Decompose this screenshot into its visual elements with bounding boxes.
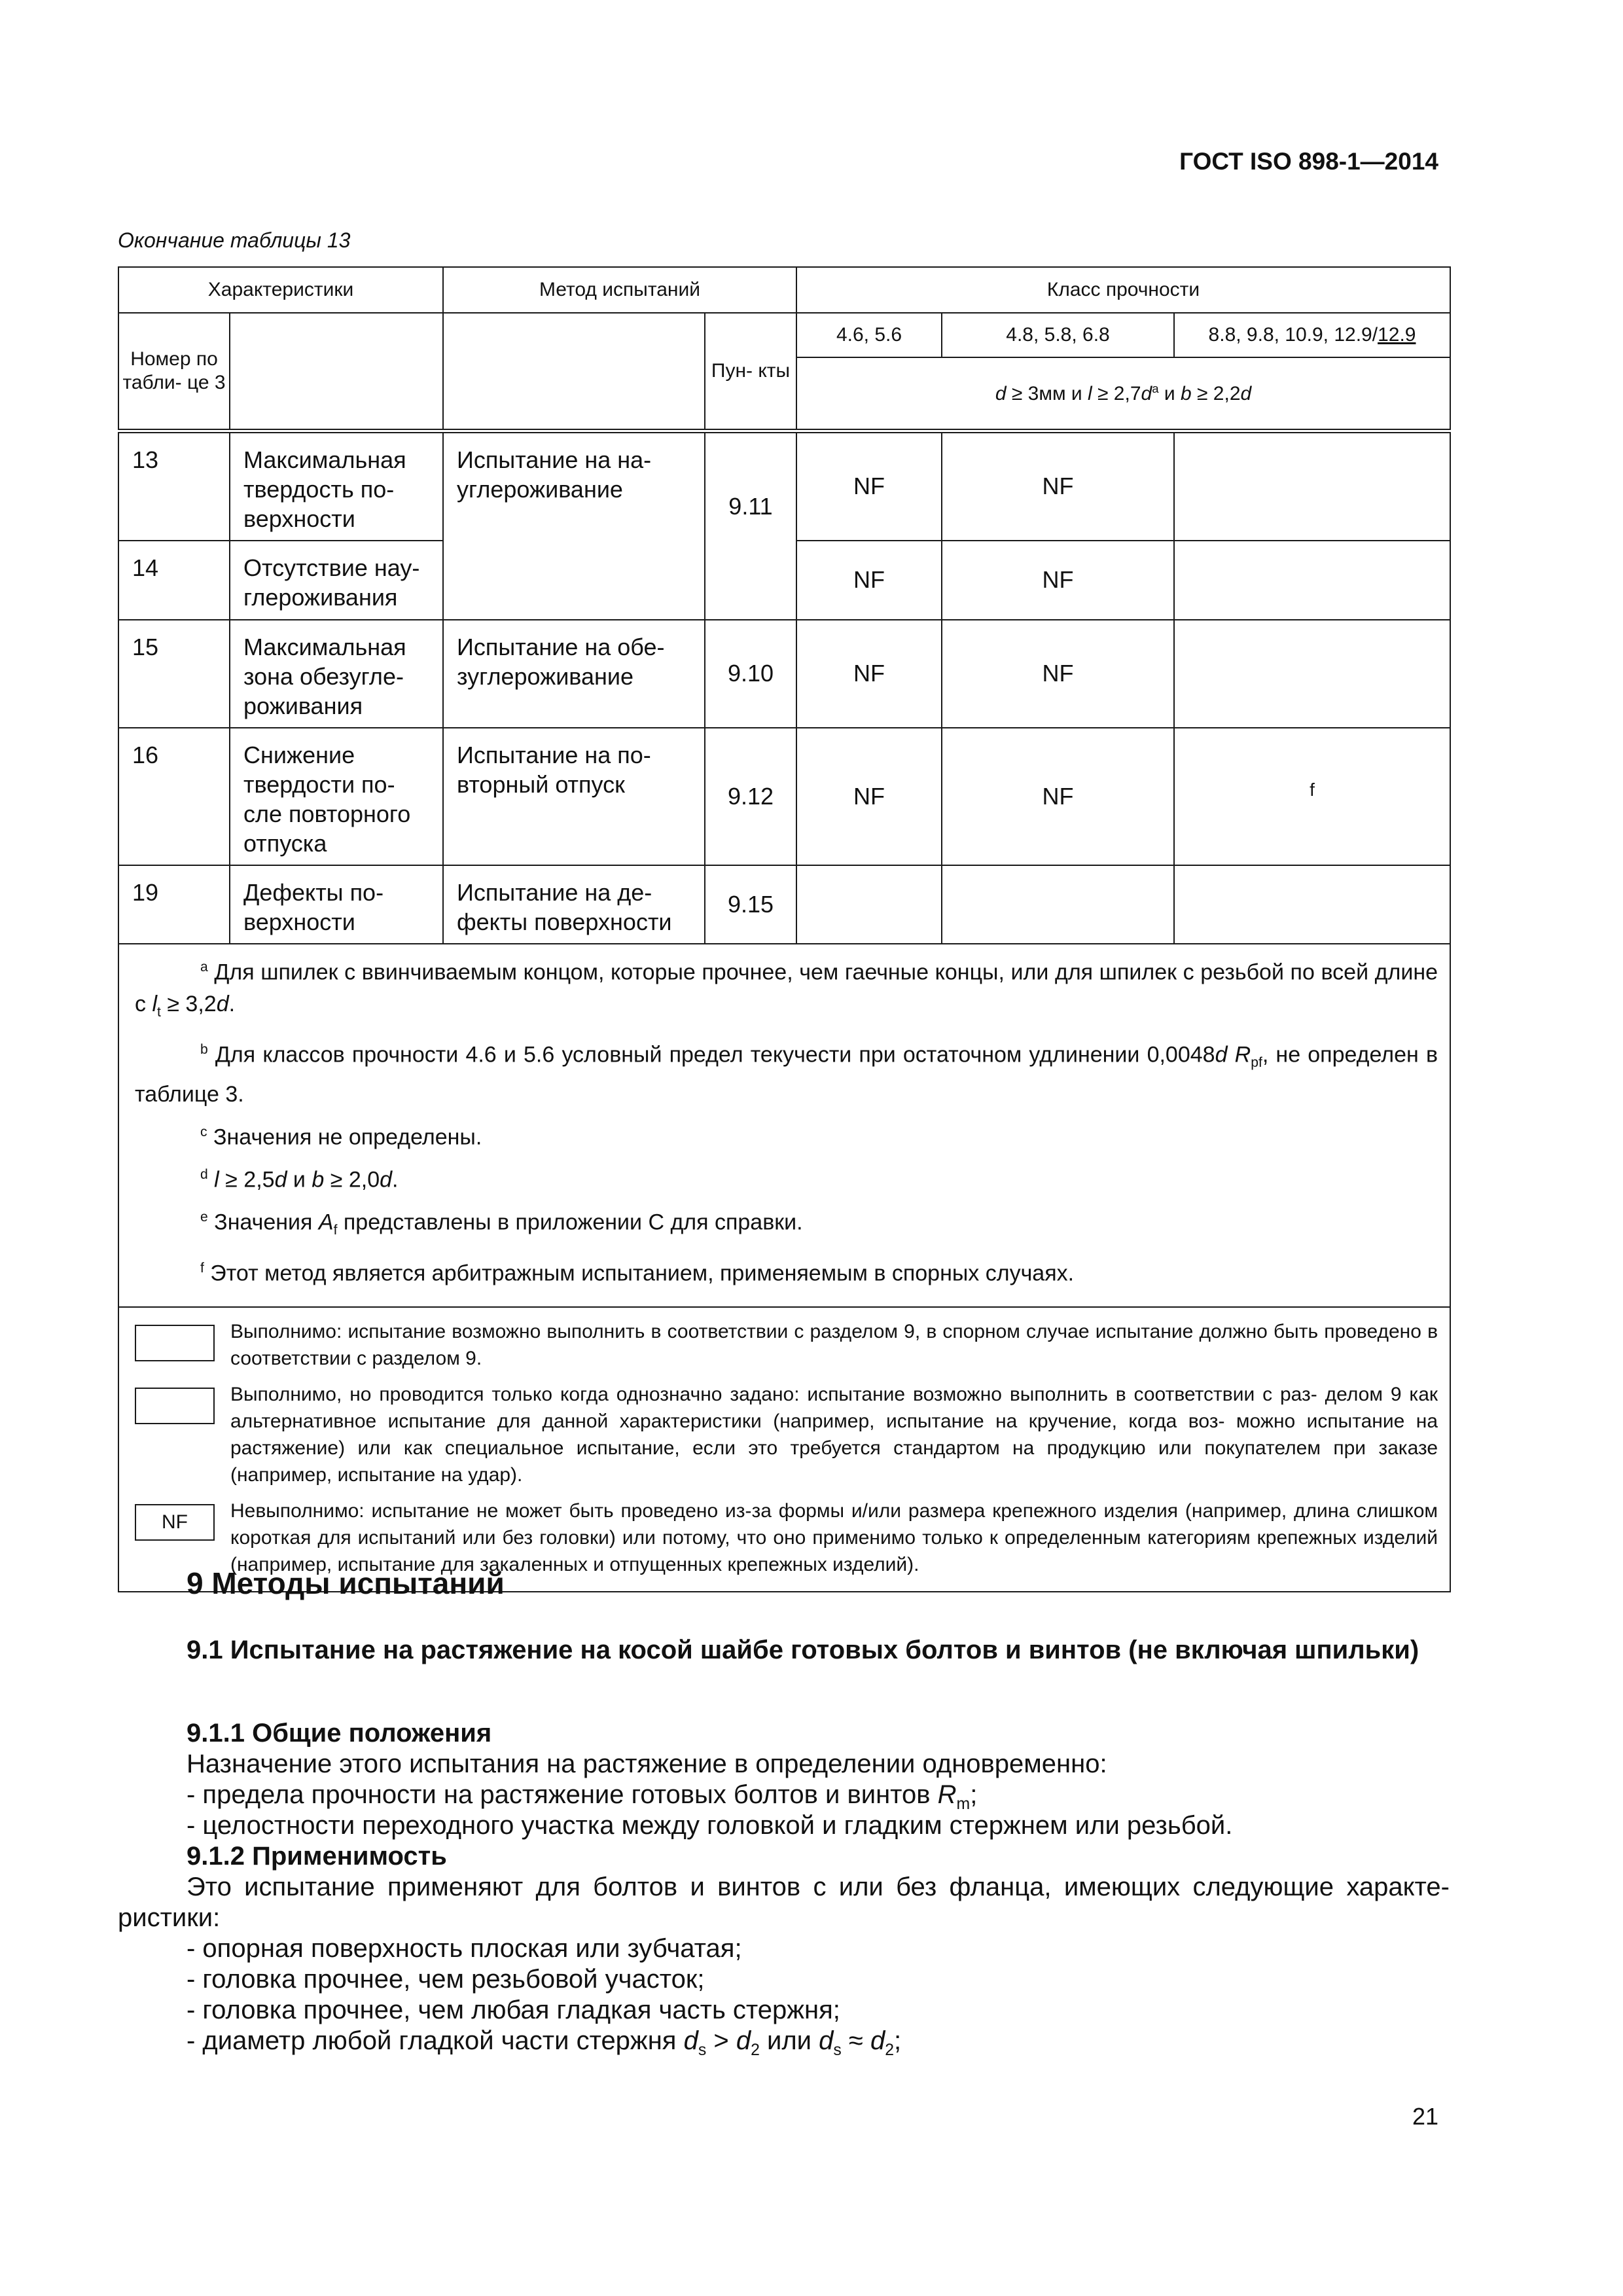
- section-9-1-heading: 9.1 Испытание на растяжение на косой шайбе готовых болтов и винтов (не включая шпильки): [187, 1636, 1419, 1664]
- footnote-d: $^d$ l ≥ 2,5d и b ≥ 2,0d.: [200, 1167, 399, 1193]
- row-number: 14: [118, 541, 230, 620]
- row-number: 13: [118, 431, 230, 541]
- legend-text: Выполнимо: испытание возможно выполнить в соответствии с разделом 9, в спорном случае испытание должно быть проведено в соответствии с разделом 9.: [230, 1320, 1438, 1369]
- row-number: 19: [118, 865, 230, 944]
- section-9-1-2-heading: 9.1.2 Применимость: [187, 1842, 447, 1871]
- header-class-1: 4.6, 5.6: [796, 313, 942, 357]
- header-table3-number: Номер по табли- це 3: [118, 313, 230, 431]
- header-class-3: 8.8, 9.8, 10.9, 12.9/12.9: [1174, 313, 1450, 357]
- header-class-2: 4.8, 5.8, 6.8: [942, 313, 1174, 357]
- header-empty: [230, 313, 443, 431]
- row-point: 9.10: [705, 620, 796, 728]
- row-class2-value: [942, 865, 1174, 944]
- row-method: Испытание на де- фекты поверхности: [443, 865, 705, 944]
- footnote-c: $^c$ Значения не определены.: [200, 1124, 482, 1150]
- row-characteristic: Дефекты по- верхности: [230, 865, 443, 944]
- footnote-f: $^f$ Этот метод является арбитражным испытанием, применяемым в спорных случаях.: [200, 1260, 1075, 1285]
- table-footnotes: [118, 944, 1450, 1307]
- header-points: Пун- кты: [705, 313, 796, 431]
- legend-text: Выполнимо, но проводится только когда однозначно задано: испытание возможно выполнить в соответствии с раз- делом 9 как альтернативное испытание для данной характеристики (например, испытание на кручение, когда воз- можно испытание на растяжение) или как специальное испытание, если это требуется стандартом на продукцию или покупателем при заказе (например, испытание на удар).: [230, 1383, 1438, 1486]
- legend-item: [135, 1318, 1438, 1372]
- table-legend: [118, 1307, 1450, 1592]
- row-characteristic: Отсутствие нау- глероживания: [230, 541, 443, 620]
- row-method: Испытание на на- углероживание: [443, 431, 705, 620]
- section-9-1-2-bullet-4: - диаметр любой гладкой части стержня $d_s > d_2$ или $d_s \approx d_2$;: [187, 2026, 902, 2059]
- row-class3-value: [1174, 865, 1450, 944]
- row-method: Испытание на по- вторный отпуск: [443, 728, 705, 865]
- section-9-1-2-intro-line1: Это испытание применяют для болтов и винтов с или без фланца, имеющих следующие характе-: [187, 1873, 1450, 1901]
- row-class1-value: NF: [796, 728, 942, 865]
- row-class3-value: [1174, 431, 1450, 541]
- section-9-1-1-intro: Назначение этого испытания на растяжение в определении одновременно:: [187, 1749, 1107, 1778]
- legend-item: [135, 1381, 1438, 1488]
- row-characteristic: Снижение твердости по- сле повторного отпуска: [230, 728, 443, 865]
- row-class2-value: NF: [942, 431, 1174, 541]
- legend-box-feasible: [135, 1325, 215, 1361]
- footnote-e: $^e$ Значения $A_f$ представлены в приложении С для справки.: [200, 1210, 803, 1238]
- row-class2-value: NF: [942, 541, 1174, 620]
- section-9-1-2-intro-line2: ристики:: [118, 1903, 221, 1932]
- legend-text: Невыполнимо: испытание не может быть проведено из-за формы и/или размера крепежного изделия (например, длина слишком короткая для испытаний или без головки) или потому, что оно применимо только к определенным категориям крепежных изделий (например, испытание для закаленных и отпущенных крепежных изделий).: [230, 1499, 1438, 1575]
- standard-designation: ГОСТ ISO 898-1—2014: [1179, 148, 1438, 175]
- row-point: 9.12: [705, 728, 796, 865]
- row-number: 15: [118, 620, 230, 728]
- row-class3-value: [1174, 541, 1450, 620]
- row-number: 16: [118, 728, 230, 865]
- page-number: 21: [1412, 2103, 1438, 2130]
- section-9-1-2-bullet-3: - головка прочнее, чем любая гладкая часть стержня;: [187, 1996, 840, 2024]
- header-strength-class: Класс прочности: [796, 267, 1450, 313]
- section-9-1-2-bullet-1: - опорная поверхность плоская или зубчатая;: [187, 1934, 742, 1963]
- strength-class-table: [118, 266, 1451, 1592]
- legend-box-conditional: [135, 1388, 215, 1424]
- section-9-1-1-bullet-2: - целостности переходного участка между головкой и гладким стержнем или резьбой.: [187, 1811, 1233, 1840]
- row-class1-value: NF: [796, 431, 942, 541]
- row-characteristic: Максимальная твердость по- верхности: [230, 431, 443, 541]
- header-size-condition: d ≥ 3мм и $l \ge 2,7d^a$ и b ≥ 2,2d: [796, 357, 1450, 431]
- footnote-a: $^a$ Для шпилек с ввинчиваемым концом, которые прочнее, чем гаечные концы, или для шпилек с резьбой по всей длине с $l_t \ge 3,2d$.: [135, 959, 1438, 1020]
- row-class3-value: f: [1174, 728, 1450, 865]
- row-class1-value: NF: [796, 620, 942, 728]
- legend-box-nf: NF: [135, 1504, 215, 1541]
- row-class1-value: [796, 865, 942, 944]
- section-9-1-1-heading: 9.1.1 Общие положения: [187, 1719, 492, 1748]
- row-method: Испытание на обе- зуглероживание: [443, 620, 705, 728]
- row-point: 9.11: [705, 431, 796, 620]
- row-class1-value: NF: [796, 541, 942, 620]
- row-characteristic: Максимальная зона обезугле- роживания: [230, 620, 443, 728]
- table-caption: Окончание таблицы 13: [118, 228, 351, 252]
- section-9-1-2-bullet-2: - головка прочнее, чем резьбовой участок;: [187, 1965, 705, 1994]
- row-class2-value: NF: [942, 728, 1174, 865]
- footnote-b: $^b$ Для классов прочности 4.6 и 5.6 условный предел текучести при остаточном удлинении 0,0048d $R_{pf}$, не определен в таблице 3.: [135, 1041, 1438, 1107]
- row-class2-value: NF: [942, 620, 1174, 728]
- header-characteristics: Характеристики: [118, 267, 443, 313]
- header-test-method: Метод испытаний: [443, 267, 796, 313]
- header-empty: [443, 313, 705, 431]
- section-9-heading: 9 Методы испытаний: [187, 1566, 505, 1600]
- row-class3-value: [1174, 620, 1450, 728]
- section-9-1-1-bullet-1: - предела прочности на растяжение готовых болтов и винтов $R_m$;: [187, 1780, 978, 1813]
- row-point: 9.15: [705, 865, 796, 944]
